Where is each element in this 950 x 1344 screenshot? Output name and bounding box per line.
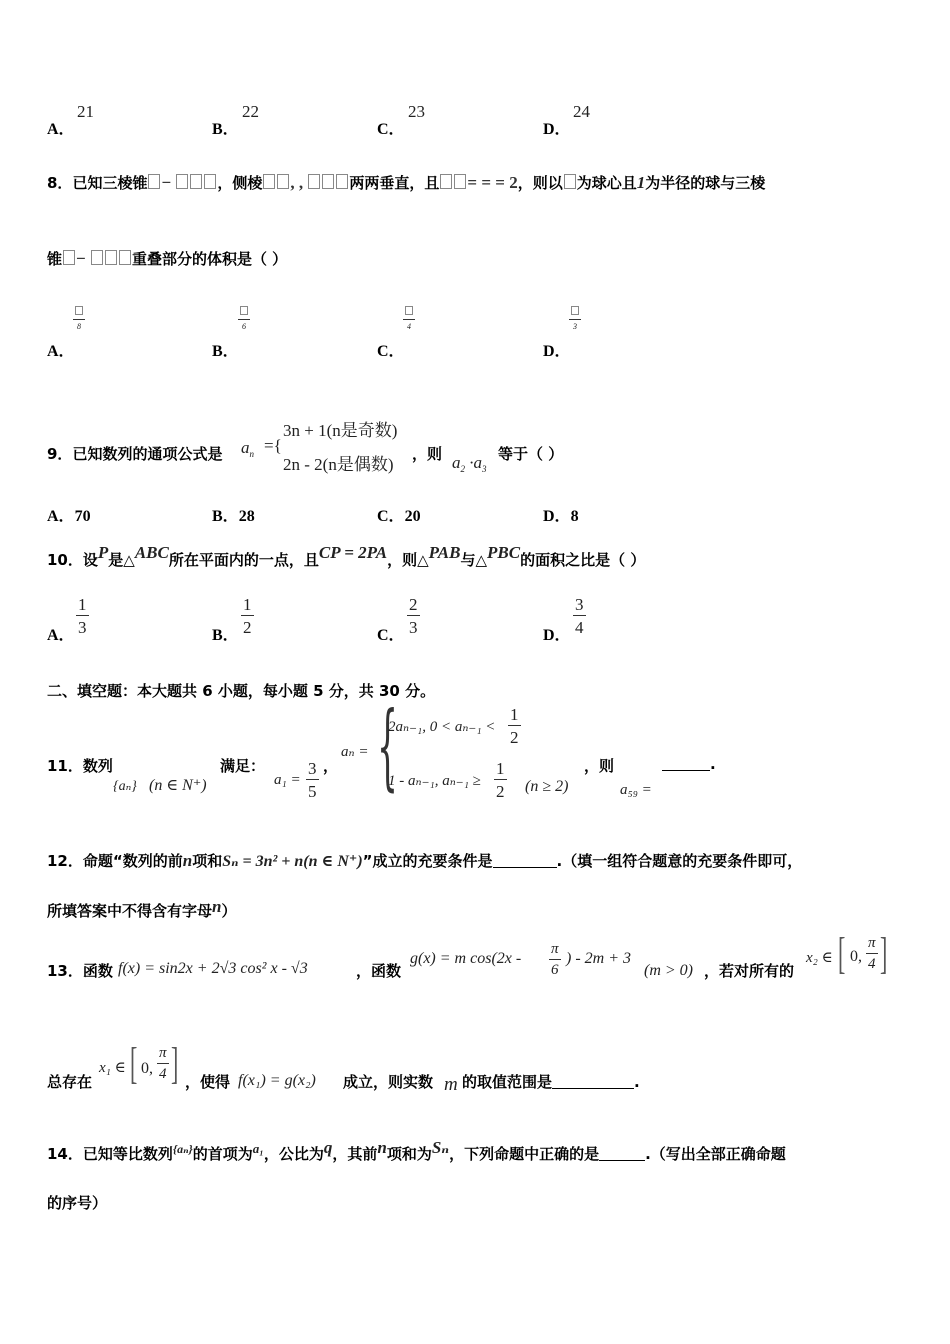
missing-glyph-icon xyxy=(405,306,413,315)
q14-line1 xyxy=(47,1138,786,1164)
missing-glyph-icon xyxy=(63,250,75,265)
q10-math-4: PAB xyxy=(428,543,461,562)
q8-text-6: 为半径的球与三棱 xyxy=(645,174,766,192)
q11-a1-fraction xyxy=(306,760,319,800)
missing-glyph-icon xyxy=(277,174,289,189)
q9-product xyxy=(452,453,487,473)
q11-case-1-fraction xyxy=(508,706,521,746)
q7-option-c-value: 23 xyxy=(408,102,425,121)
q12-text-3: ”成立的充要条件是 xyxy=(362,852,493,870)
q11-a1: a₁ = xyxy=(274,772,301,788)
missing-glyph-icon xyxy=(571,306,579,315)
q12-answer-blank[interactable] xyxy=(493,853,557,868)
q8-option-a-fraction xyxy=(73,306,85,331)
q13-x2: x₂ ∈ xyxy=(806,950,833,966)
q11-seq: {aₙ} xyxy=(113,779,137,794)
q11-case-1-den: 2 xyxy=(510,728,519,747)
q13-bracket-left: [ xyxy=(838,929,846,978)
q13-text-6: 成立，则实数 xyxy=(343,1073,434,1091)
q7-option-c-label: C． xyxy=(377,121,405,138)
q13-text-5: ，使得 xyxy=(185,1073,231,1091)
q14-number: 14． xyxy=(47,1145,83,1163)
q9-an-base: a xyxy=(241,438,250,457)
q9-prod-a: a xyxy=(452,453,461,472)
q12-text-2: 项和 xyxy=(192,852,223,870)
q9-prod-sub2: 3 xyxy=(482,464,487,474)
q9-option-b-label: B． xyxy=(212,508,239,525)
q10-option-a-fraction xyxy=(76,596,89,636)
q8-line1 xyxy=(47,172,765,193)
q9-option-d xyxy=(543,503,579,526)
q11-case-1: 2aₙ₋₁, 0 < aₙ₋₁ < xyxy=(388,719,496,735)
q10-math-3: CP = 2PA xyxy=(318,543,388,562)
q10-option-b-den: 2 xyxy=(243,618,252,637)
q8-option-d-label: D． xyxy=(543,343,571,360)
q13-gcond: (m > 0) xyxy=(644,962,694,979)
q13-number: 13． xyxy=(47,962,83,980)
q11-number: 11． xyxy=(47,757,83,775)
q7-option-a-value: 21 xyxy=(77,102,94,121)
q13-m: m xyxy=(444,1074,458,1095)
q8-option-b-label: B． xyxy=(212,343,239,360)
q14-text-7: .（写出全部正确命题 xyxy=(645,1145,786,1163)
q10-text-5: 与△ xyxy=(460,551,488,569)
q8-line2 xyxy=(47,248,287,269)
q14-sn: Sₙ xyxy=(431,1138,450,1157)
q13-bracket-right: ] xyxy=(880,929,888,978)
q12-math-1: n xyxy=(182,851,193,870)
q8-math-4: 1 xyxy=(636,173,646,192)
q9-option-a-value: 70 xyxy=(74,508,91,525)
q8-math-1: − xyxy=(161,173,176,192)
q11-a1-den: 5 xyxy=(308,782,317,801)
q11-case-2-cond: (n ≥ 2) xyxy=(525,778,569,795)
q11-a59: a₅₉ = xyxy=(620,782,652,798)
q8-option-c-fraction xyxy=(403,306,415,331)
q10-number: 10． xyxy=(47,551,83,569)
q9-option-c xyxy=(377,503,421,526)
q11-label xyxy=(47,755,113,776)
q9-option-c-label: C． xyxy=(377,508,405,525)
q11-answer-blank[interactable] xyxy=(662,756,710,771)
q14-text-6: ，下列命题中正确的是 xyxy=(449,1145,600,1163)
q10-option-a-num: 1 xyxy=(78,595,87,614)
q14-q: q xyxy=(323,1138,333,1157)
q10-option-c-num: 2 xyxy=(409,595,418,614)
q13-interval-left: 0, xyxy=(850,948,862,965)
q11-cond: (n ∈ N⁺) xyxy=(149,777,207,794)
q12-text-5: 所填答案中不得含有字母 xyxy=(47,902,213,920)
q10-option-b-num: 1 xyxy=(243,595,252,614)
q11-an: aₙ = xyxy=(341,744,369,760)
q10-option-b-label: B． xyxy=(212,627,239,644)
q10-option-d-label: D． xyxy=(543,627,571,644)
q13-eq: f(x₁) = g(x₂) xyxy=(238,1072,316,1089)
q11-text-1: 数列 xyxy=(82,757,113,775)
missing-glyph-icon xyxy=(308,174,320,189)
q7-option-a-label: A． xyxy=(47,121,75,138)
q13-x1: x₁ ∈ xyxy=(99,1060,126,1076)
q14-text-8: 的序号） xyxy=(47,1194,108,1212)
q11-case-1-num: 1 xyxy=(510,705,519,724)
q8-option-b-fraction xyxy=(238,306,250,331)
q13-text-3: ，若对所有的 xyxy=(704,962,795,980)
q10-option-d-den: 4 xyxy=(575,618,584,637)
q10-option-d-num: 3 xyxy=(575,595,584,614)
q8-math-3: = = = 2 xyxy=(467,173,518,192)
q14-text-1: 已知等比数列 xyxy=(82,1145,173,1163)
q14-a1: a₁ xyxy=(252,1141,264,1156)
q7-option-d-label: D． xyxy=(543,121,571,138)
q12-line2 xyxy=(47,897,237,921)
missing-glyph-icon xyxy=(454,174,466,189)
q8-option-d-den: 3 xyxy=(573,322,577,331)
q10-option-c-label: C． xyxy=(377,627,405,644)
q10-option-a-den: 3 xyxy=(78,618,87,637)
q9-option-a xyxy=(47,503,91,526)
q7-option-b-value: 22 xyxy=(242,102,259,121)
q11-case-2-num: 1 xyxy=(496,759,505,778)
q14-answer-blank[interactable] xyxy=(599,1146,645,1161)
missing-glyph-icon xyxy=(75,306,83,315)
q7-option-d-value: 24 xyxy=(573,102,590,121)
q9-option-d-label: D． xyxy=(543,508,571,525)
q14-text-2: 的首项为 xyxy=(192,1145,253,1163)
q13-g-part1: g(x) = m cos(2x - xyxy=(410,950,522,967)
q12-number: 12． xyxy=(47,852,83,870)
q12-text-1: 命题“数列的前 xyxy=(82,852,183,870)
q13-text-7: 的取值范围是 xyxy=(462,1073,553,1091)
q10-text-1: 设 xyxy=(82,551,98,569)
q14-text-4: ，其前 xyxy=(332,1145,378,1163)
q13-f: f(x) = sin2x + 2√3 cos² x - √3 xyxy=(118,960,308,977)
q8-text-1: 已知三棱锥 xyxy=(72,174,148,192)
q9-option-b-value: 28 xyxy=(238,508,255,525)
q10-math-5: PBC xyxy=(487,543,521,562)
q9-option-b xyxy=(212,503,255,526)
q14-n: n xyxy=(377,1138,387,1157)
q11-brace: { xyxy=(377,692,398,801)
q10-text-3: 所在平面内的一点，且 xyxy=(168,551,319,569)
q13-g-fraction xyxy=(549,942,561,978)
q8-text-2: ，侧棱 xyxy=(217,174,263,192)
q12-line1 xyxy=(47,850,802,871)
q10-option-c-den: 3 xyxy=(409,618,418,637)
q11-end: . xyxy=(710,755,716,773)
q14-seq: {aₙ} xyxy=(172,1142,193,1156)
q13-interval-den: 4 xyxy=(868,956,876,972)
q8-option-a-label: A． xyxy=(47,343,75,360)
q13-interval-num: π xyxy=(866,936,878,954)
q8-text-4: ，则以 xyxy=(517,174,563,192)
q9-prod-dot: ·a xyxy=(465,453,482,472)
q8-option-c-den: 4 xyxy=(407,322,411,331)
missing-glyph-icon xyxy=(336,174,348,189)
q13-x1-bracket-right: ] xyxy=(171,1039,179,1088)
missing-glyph-icon xyxy=(91,250,103,265)
q12-math-2: Sₙ = 3n² + n(n ∈ N⁺) xyxy=(222,853,363,870)
q8-option-c-label: C． xyxy=(377,343,405,360)
q9-option-a-label: A． xyxy=(47,508,75,525)
q11-answer xyxy=(662,755,716,773)
q11-text-3: ，则 xyxy=(584,757,615,775)
q8-number: 8． xyxy=(47,174,73,192)
q13-end: . xyxy=(634,1073,640,1091)
q13-line1-text xyxy=(47,960,113,981)
q13-x1-interval-left: 0, xyxy=(141,1060,153,1077)
q9-option-d-value: 8 xyxy=(570,508,579,525)
q8-option-d-fraction xyxy=(569,306,581,331)
q13-x1-interval-den: 4 xyxy=(159,1066,167,1082)
q10-math-1: P xyxy=(97,543,109,562)
q9-case-2: 2n - 2(n是偶数) xyxy=(283,455,394,474)
q13-text-1: 函数 xyxy=(82,962,113,980)
missing-glyph-icon xyxy=(204,174,216,189)
q14-text-5: 项和为 xyxy=(386,1145,432,1163)
q13-g-num: π xyxy=(549,942,561,960)
q9-option-c-value: 20 xyxy=(404,508,421,525)
q11-text-2: 满足： xyxy=(220,757,266,775)
missing-glyph-icon xyxy=(564,174,576,189)
q10-line xyxy=(47,543,646,570)
q8-text-3: 两两垂直，且 xyxy=(349,174,440,192)
q10-text-4: ，则△ xyxy=(387,551,429,569)
missing-glyph-icon xyxy=(263,174,275,189)
q9-line xyxy=(47,443,222,464)
q11-a1-num: 3 xyxy=(308,759,317,778)
q9-text-3: 等于（ ） xyxy=(498,445,564,463)
q13-text-2: ，函数 xyxy=(356,962,402,980)
q12-math-3: n xyxy=(212,897,222,916)
missing-glyph-icon xyxy=(190,174,202,189)
q13-x1-interval-num: π xyxy=(157,1046,169,1064)
q8-text-7: 锥 xyxy=(47,250,63,268)
q11-case-2-fraction xyxy=(494,760,507,800)
q8-text-5: 为球心且 xyxy=(576,174,637,192)
q13-line2-end xyxy=(462,1071,640,1092)
missing-glyph-icon xyxy=(148,174,160,189)
q8-math-5: − xyxy=(76,249,90,268)
q8-option-b-den: 6 xyxy=(242,322,246,331)
q10-option-c-fraction xyxy=(407,596,420,636)
q10-option-d-fraction xyxy=(573,596,586,636)
q9-number: 9． xyxy=(47,445,73,463)
q9-eq: ={ xyxy=(264,436,282,455)
q13-g-part2: ) - 2m + 3 xyxy=(566,950,632,967)
q13-interval-fraction xyxy=(866,936,878,972)
missing-glyph-icon xyxy=(322,174,334,189)
q14-text-3: ，公比为 xyxy=(263,1145,324,1163)
q10-option-b-fraction xyxy=(241,596,254,636)
q12-text-4: .（填一组符合题意的充要条件即可， xyxy=(556,852,803,870)
missing-glyph-icon xyxy=(176,174,188,189)
q13-g-den: 6 xyxy=(551,962,559,978)
missing-glyph-icon xyxy=(240,306,248,315)
section-2-title: 二、填空题：本大题共 6 小题，每小题 5 分，共 30 分。 xyxy=(47,682,436,700)
q10-math-2: ABC xyxy=(134,543,169,562)
q9-text-2: ，则 xyxy=(412,445,443,463)
missing-glyph-icon xyxy=(440,174,452,189)
q13-text-4: 总存在 xyxy=(47,1073,93,1091)
q8-option-a-den: 8 xyxy=(77,322,81,331)
q13-x1-interval-fraction xyxy=(157,1046,169,1082)
q11-case-2: 1 - aₙ₋₁, aₙ₋₁ ≥ xyxy=(388,773,481,789)
q11-comma: ， xyxy=(323,757,339,775)
q13-answer-blank[interactable] xyxy=(552,1074,634,1089)
missing-glyph-icon xyxy=(105,250,117,265)
q12-text-6: ） xyxy=(221,902,237,920)
q9-case-1: 3n + 1(n是奇数) xyxy=(283,421,398,440)
q7-option-b-label: B． xyxy=(212,121,239,138)
q10-option-a-label: A． xyxy=(47,627,75,644)
q9-text-1: 已知数列的通项公式是 xyxy=(72,445,223,463)
q10-text-6: 的面积之比是（ ） xyxy=(520,551,646,569)
q8-math-2: , , xyxy=(290,173,308,192)
q9-an xyxy=(241,438,254,458)
q9-an-sub: n xyxy=(249,449,254,459)
q11-case-2-den: 2 xyxy=(496,782,505,801)
q13-x1-bracket-left: [ xyxy=(130,1039,138,1088)
q8-text-8: 重叠部分的体积是（ ） xyxy=(131,250,288,268)
q9-prod-sub1: 2 xyxy=(460,464,465,474)
missing-glyph-icon xyxy=(119,250,131,265)
q10-text-2: 是△ xyxy=(108,551,135,569)
